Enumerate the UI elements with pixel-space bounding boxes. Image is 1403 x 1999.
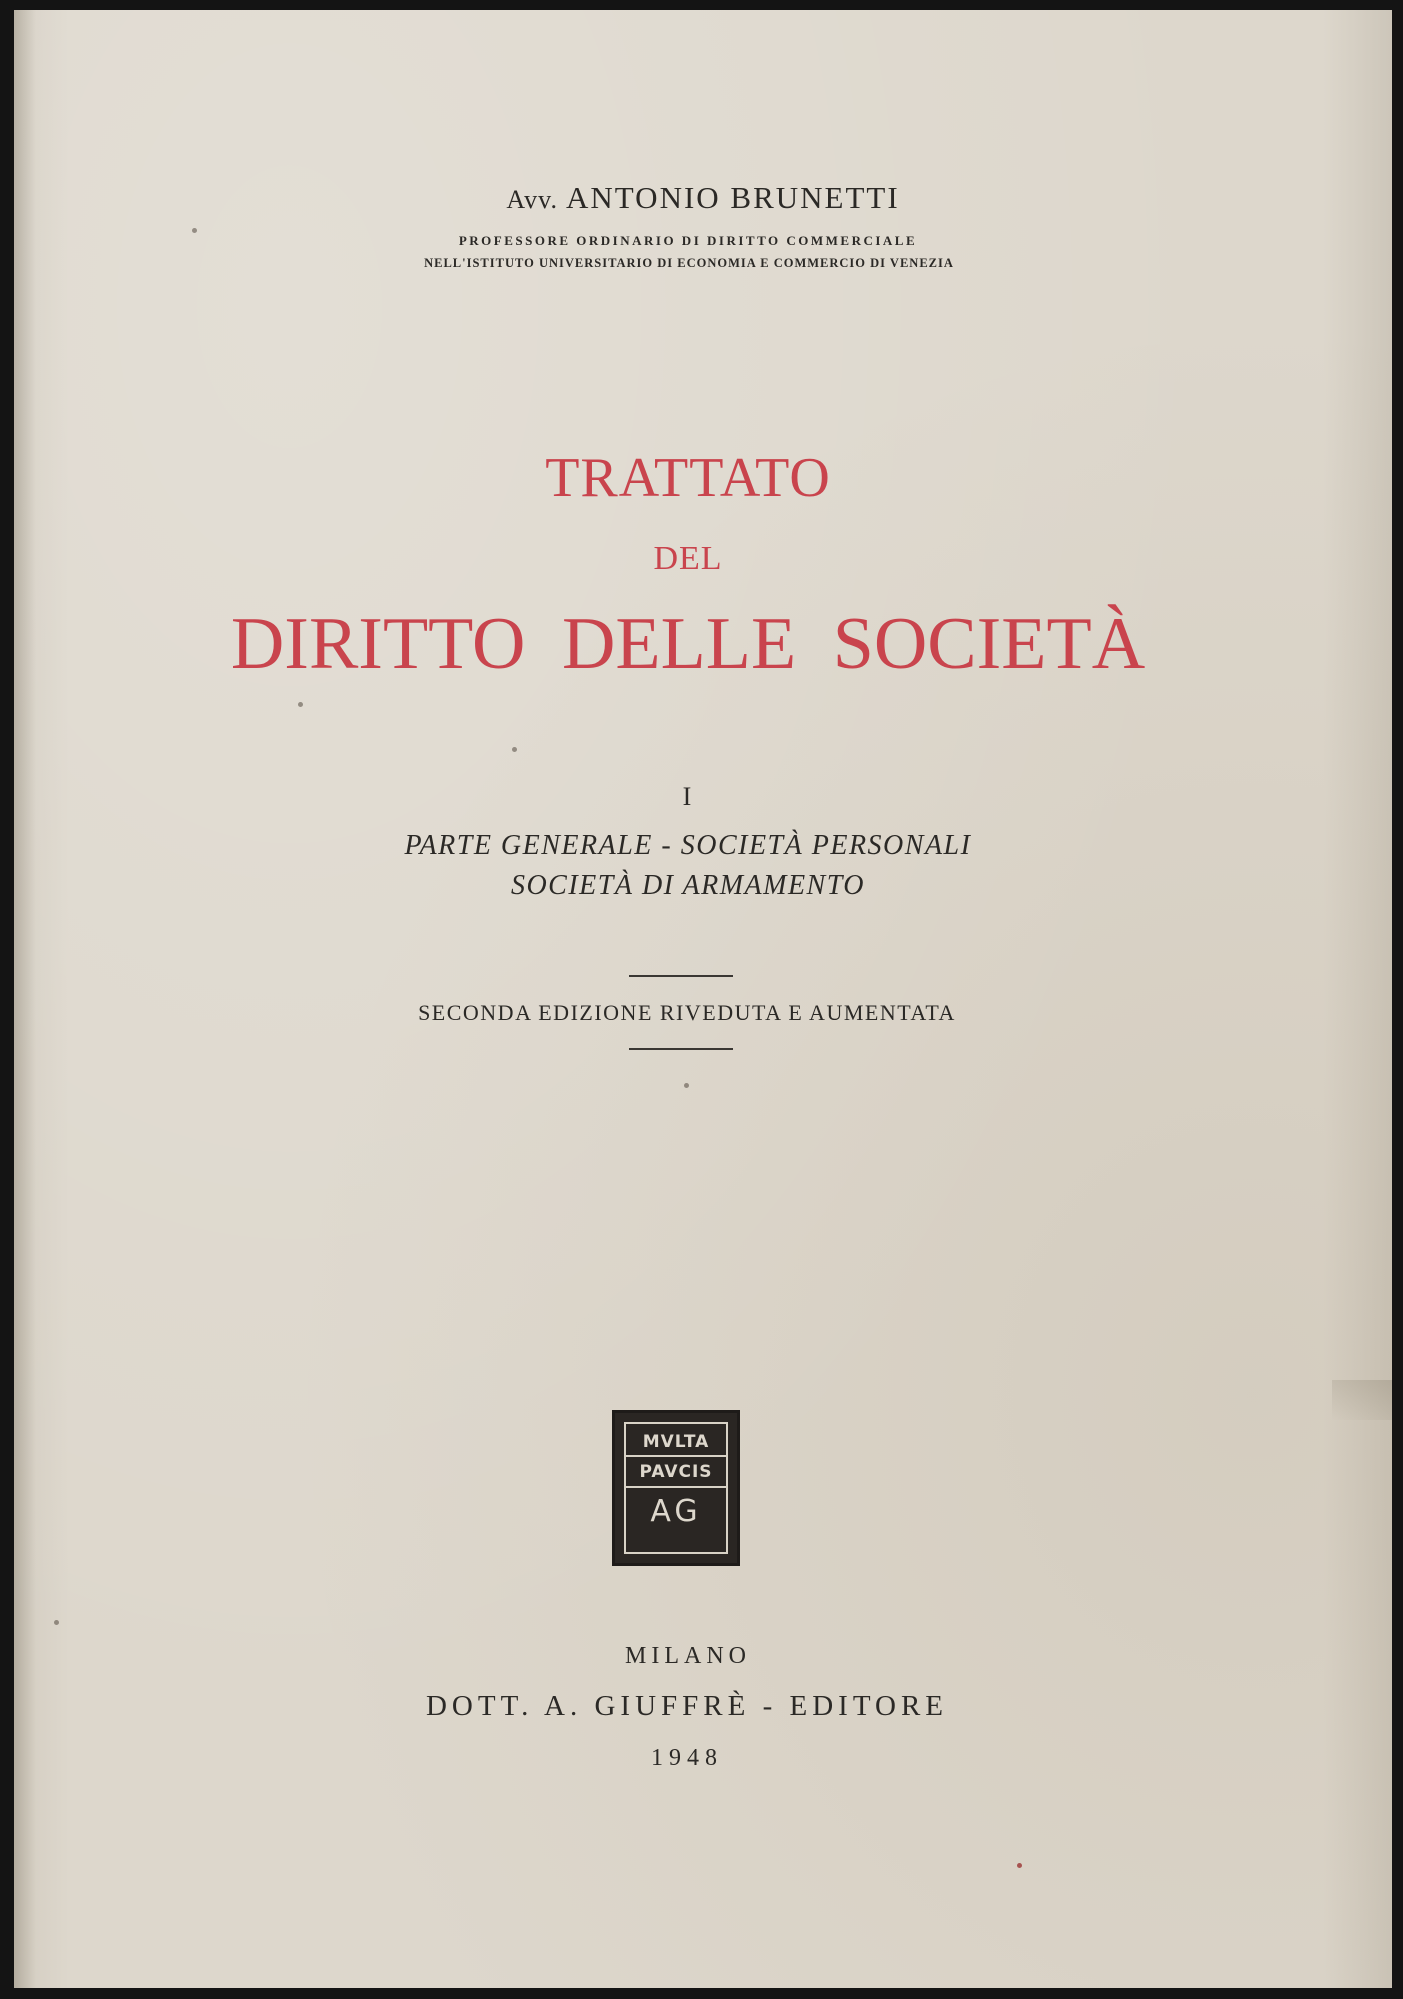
publisher-logo — [612, 1410, 740, 1566]
logo-text-1: MVLTA — [642, 1432, 710, 1452]
divider-top — [629, 975, 733, 977]
paper-speck — [1017, 1863, 1022, 1868]
volume-subtitle-2: SOCIETÀ DI ARMAMENTO — [510, 870, 866, 901]
paper-speck — [298, 702, 303, 707]
volume-subtitle-1: PARTE GENERALE - SOCIETÀ PERSONALI — [404, 830, 972, 861]
imprint-year: 1948 — [651, 1745, 723, 1771]
cover-wear — [1332, 1380, 1392, 1420]
logo-text-2: PAVCIS — [639, 1462, 713, 1482]
title-line-2: DEL — [653, 540, 723, 577]
imprint-publisher: DOTT. A. GIUFFRÈ - EDITORE — [425, 1690, 949, 1722]
edition-note: SECONDA EDIZIONE RIVEDUTA E AUMENTATA — [418, 1000, 956, 1025]
title-line-3: DIRITTO DELLE SOCIETÀ — [230, 603, 1146, 685]
logo-frame — [624, 1422, 728, 1554]
paper-speck — [512, 747, 517, 752]
author-affiliation-2: NELL'ISTITUTO UNIVERSITARIO DI ECONOMIA E COMMERCIO DI VENEZIA — [424, 256, 954, 270]
imprint-city: MILANO — [625, 1643, 751, 1669]
logo-divider-2 — [626, 1486, 726, 1488]
logo-monogram: AG — [650, 1494, 702, 1529]
author-prefix: Avv. — [506, 185, 558, 214]
volume-number: I — [682, 782, 692, 811]
divider-bottom — [629, 1048, 733, 1050]
paper-speck — [192, 228, 197, 233]
book-cover — [14, 10, 1392, 1988]
author-affiliation-1: PROFESSORE ORDINARIO DI DIRITTO COMMERCIALE — [458, 233, 918, 248]
logo-divider-1 — [626, 1455, 726, 1457]
title-line-1: TRATTATO — [545, 447, 831, 509]
author-line — [14, 180, 1392, 216]
paper-speck — [54, 1620, 59, 1625]
paper-speck — [684, 1083, 689, 1088]
author-name: ANTONIO BRUNETTI — [566, 180, 900, 215]
